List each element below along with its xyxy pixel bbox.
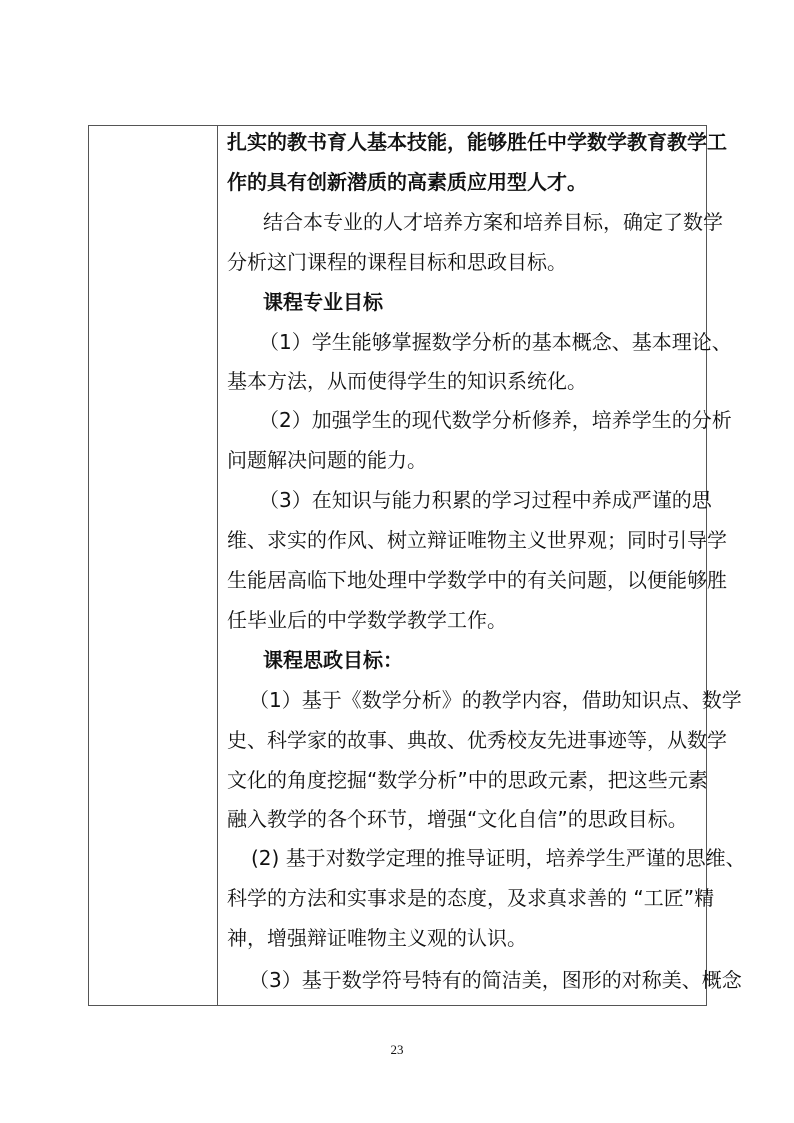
- text-line: 问题解决问题的能力。: [227, 448, 427, 472]
- page-number: 23: [390, 1042, 404, 1057]
- text-line: 作的具有创新潜质的高素质应用型人才。: [227, 170, 587, 194]
- text-line: （1）学生能够掌握数学分析的基本概念、基本理论、: [259, 330, 732, 354]
- text-line: (2) 基于对数学定理的推导证明，培养学生严谨的思维、: [251, 846, 746, 870]
- section-heading: 课程思政目标：: [263, 648, 403, 672]
- text-line: （3）基于数学符号特有的简洁美，图形的对称美、概念: [249, 968, 742, 992]
- column-divider: [217, 126, 218, 1005]
- text-line: 分析这门课程的课程目标和思政目标。: [227, 250, 567, 274]
- text-line: （2）加强学生的现代数学分析修养，培养学生的分析: [259, 408, 732, 432]
- text-line: 扎实的教书育人基本技能，能够胜任中学数学教育教学工: [227, 130, 727, 154]
- section-heading: 课程专业目标: [263, 290, 383, 314]
- text-line: 科学的方法和实事求是的态度，及求真求善的 “工匠”精: [227, 886, 715, 910]
- text-line: 融入教学的各个环节，增强“文化自信”的思政目标。: [227, 807, 688, 831]
- text-line: 神，增强辩证唯物主义观的认识。: [227, 926, 527, 950]
- content-table: [88, 125, 746, 1006]
- text-line: 维、求实的作风、树立辩证唯物主义世界观；同时引导学: [227, 528, 727, 552]
- text-line: （1）基于《数学分析》的教学内容，借助知识点、数学: [249, 688, 742, 712]
- text-line: 文化的角度挖掘“数学分析”中的思政元素，把这些元素: [227, 768, 708, 792]
- text-line: 史、科学家的故事、典故、优秀校友先进事迹等，从数学: [227, 728, 727, 752]
- text-line: 生能居高临下地处理中学数学中的有关问题，以便能够胜: [227, 568, 727, 592]
- text-line: （3）在知识与能力积累的学习过程中养成严谨的思: [259, 488, 712, 512]
- text-line: 基本方法，从而使得学生的知识系统化。: [227, 369, 587, 393]
- text-line: 结合本专业的人才培养方案和培养目标，确定了数学: [263, 210, 723, 234]
- text-line: 任毕业后的中学数学教学工作。: [227, 608, 507, 632]
